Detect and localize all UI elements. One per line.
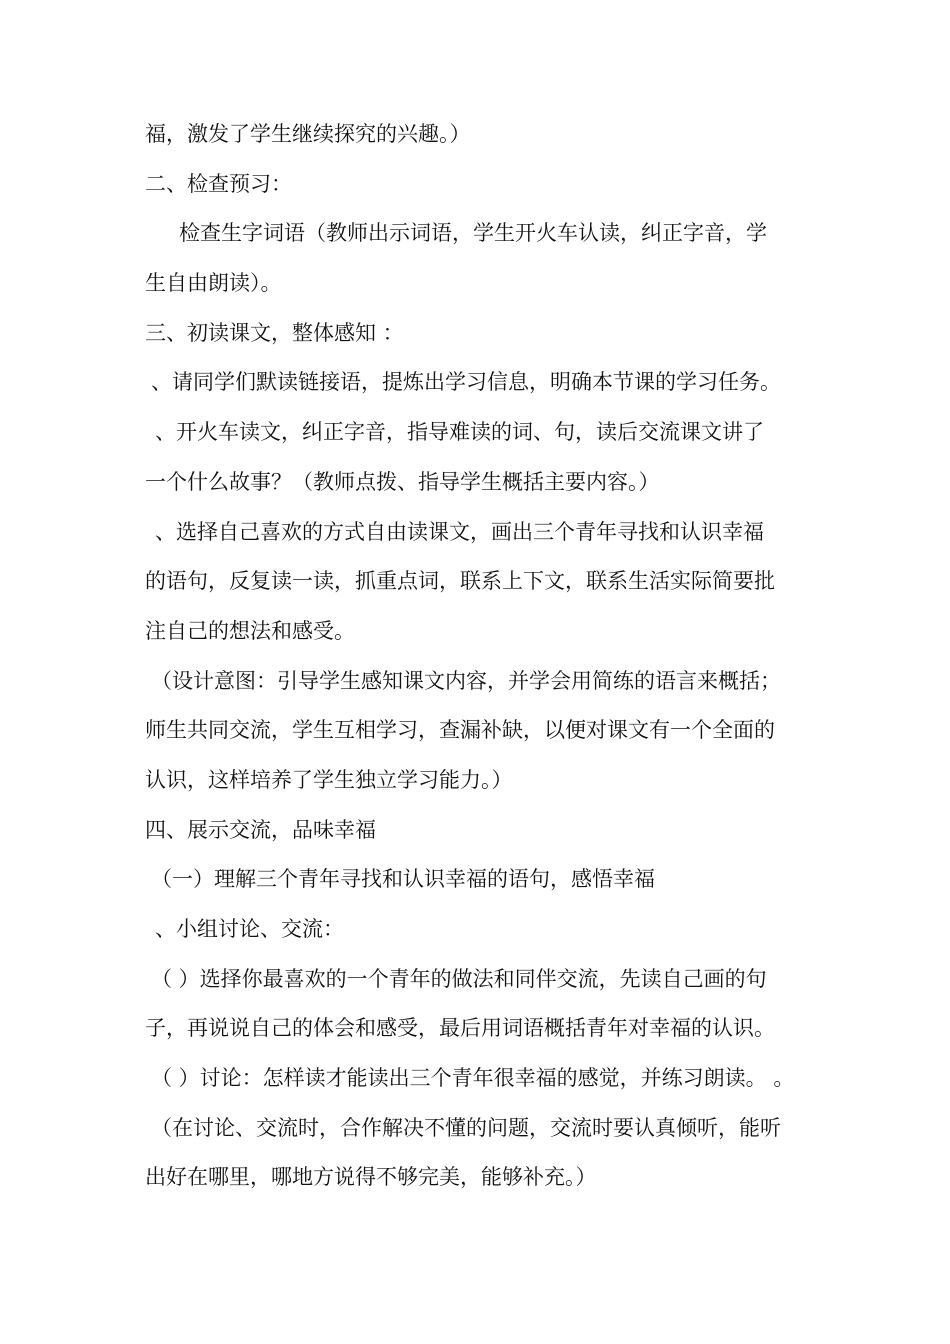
document-body [145,110,815,1203]
text-line: 福，激发了学生继续探究的兴趣。） [145,122,471,146]
text-line: 生自由朗读）。 [145,271,282,296]
text-line: （一）理解三个青年寻找和认识幸福的语句，感悟幸福 [151,867,655,892]
text-line: 、选择自己喜欢的方式自由读课文，画出三个青年寻找和认识幸福 [155,519,764,544]
text-line: 出好在哪里，哪地方说得不够完美，能够补充。） [145,1165,597,1190]
section-heading: 四、展示交流，品味幸福 [145,817,376,842]
text-line: （在讨论、交流时，合作解决不懂的问题，交流时要认真倾听，能听 [151,1115,781,1140]
text-line: 一个什么故事？（教师点拨、指导学生概括主要内容。） [145,469,660,494]
section-heading: 二、检查预习： [145,171,292,196]
text-line: （ ）选择你最喜欢的一个青年的做法和同伴交流，先读自己画的句 [151,966,767,991]
text-line: 检查生字词语（教师出示词语，学生开火车认读，纠正字音，学 [179,221,767,246]
text-line: 认识，这样培养了学生独立学习能力。） [145,767,513,792]
text-line: （ ）讨论：怎样读才能读出三个青年很幸福的感觉，并练习朗读。 。 [151,1066,795,1091]
text-line: 注自己的想法和感受。 [145,618,355,643]
text-line: 师生共同交流，学生互相学习，查漏补缺，以便对课文有一个全面的 [145,718,775,743]
text-line: （设计意图：引导学生感知课文内容，并学会用简练的语言来概括； [151,668,781,693]
text-line: 、小组讨论、交流： [155,917,344,941]
text-line: 的语句，反复读一读，抓重点词，联系上下文，联系生活实际简要批 [145,569,775,594]
text-line: 、开火车读文，纠正字音，指导难读的词、句，读后交流课文讲了 [155,420,764,445]
text-line: 、请同学们默读链接语，提炼出学习信息，明确本节课的学习任务。 [151,370,781,395]
section-heading: 三、初读课文，整体感知 ： [145,320,404,345]
text-line: 子，再说说自己的体会和感受，最后用词语概括青年对幸福的认识。 [145,1016,775,1041]
